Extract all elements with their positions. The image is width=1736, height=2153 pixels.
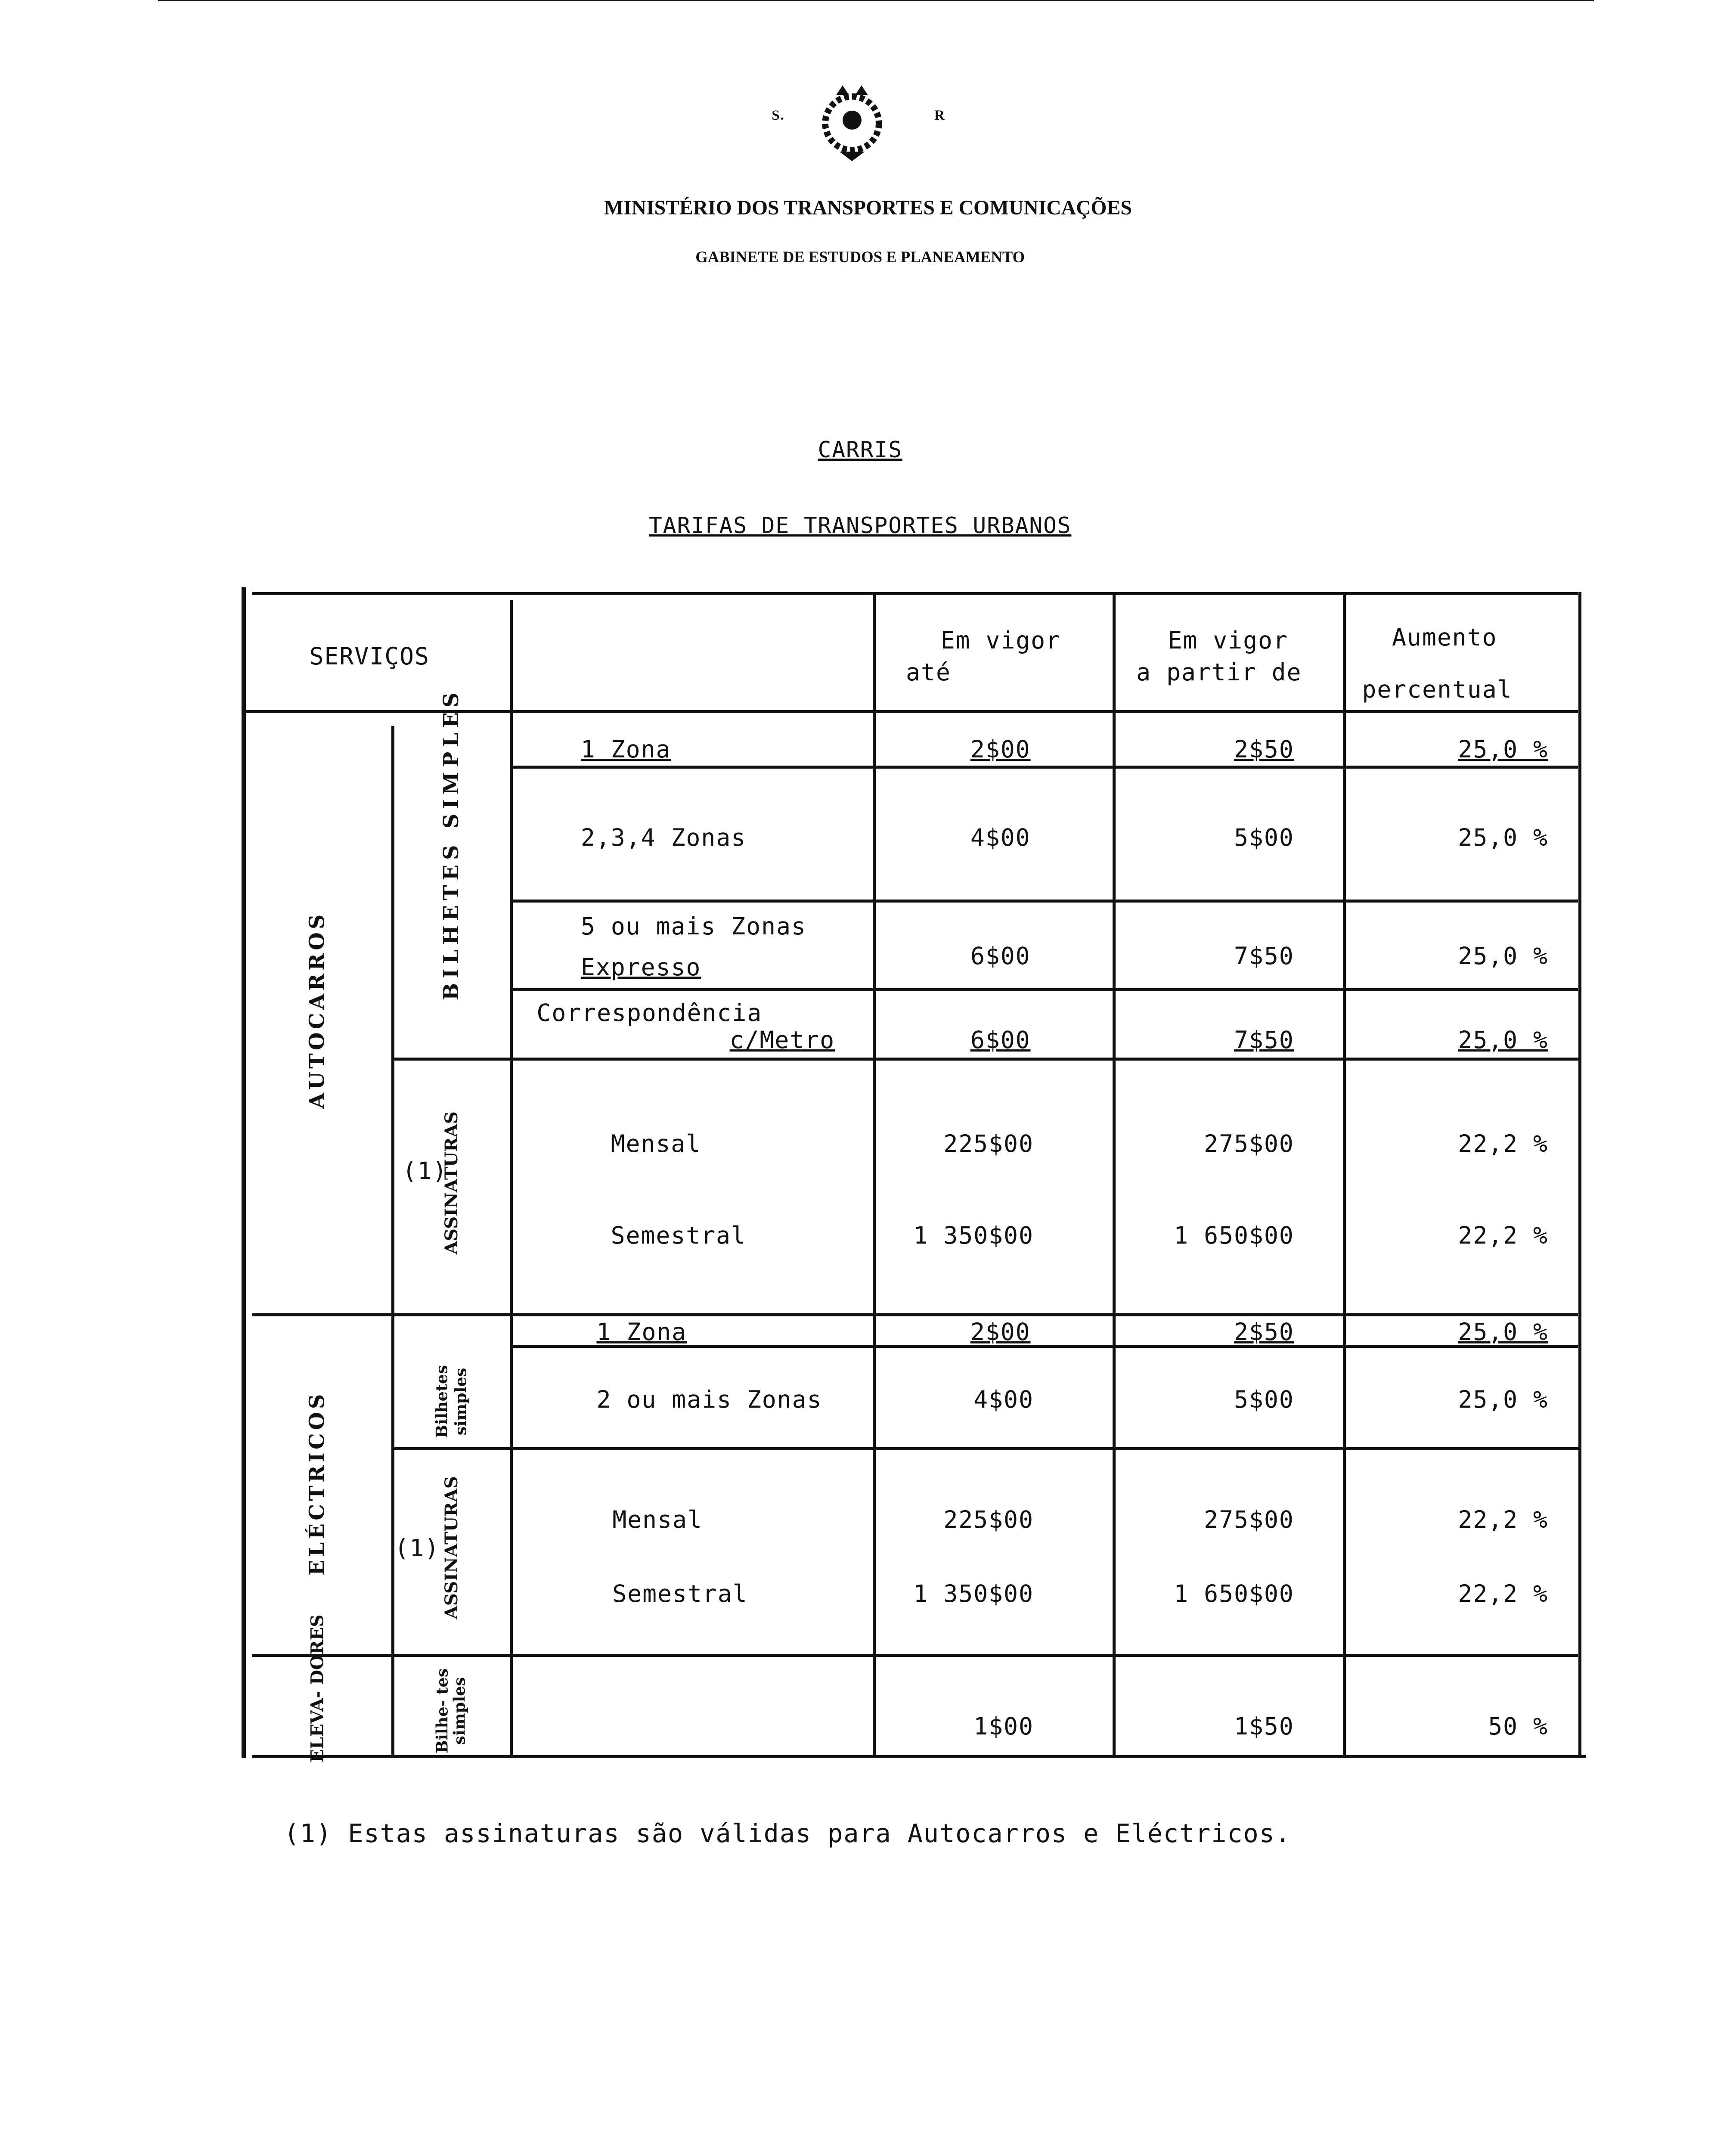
group-elevadores: ELEVA- DORES xyxy=(307,1614,328,1762)
row-until: 6$00 xyxy=(970,1026,1031,1054)
row-desc: Mensal xyxy=(611,1130,701,1158)
subgroup-assinaturas-electricos: ASSINATURAS xyxy=(441,1476,462,1619)
note-ref-2: (1) xyxy=(394,1534,440,1562)
header-increase-line2: percentual xyxy=(1362,675,1513,703)
table-rule xyxy=(1578,592,1581,1759)
row-increase: 25,0 % xyxy=(1458,824,1548,852)
row-desc: 1 Zona xyxy=(596,1318,687,1346)
row-from: 2$50 xyxy=(1234,1318,1294,1346)
table-rule xyxy=(252,592,1578,595)
row-from: 7$50 xyxy=(1234,1026,1294,1054)
header-services: SERVIÇOS xyxy=(309,642,430,670)
row-until: 1 350$00 xyxy=(913,1580,1034,1608)
subgroup-bilhetes-simples: BILHETES SIMPLES xyxy=(439,688,463,1001)
group-autocarros: AUTOCARROS xyxy=(305,911,329,1109)
note-ref-1: (1) xyxy=(402,1157,448,1185)
row-desc: Semestral xyxy=(612,1580,748,1608)
row-increase: 22,2 % xyxy=(1458,1505,1548,1533)
header-from-line1: Em vigor xyxy=(1168,627,1288,655)
table-rule xyxy=(510,600,513,1755)
row-increase: 25,0 % xyxy=(1458,942,1548,970)
group-electricos: ELÉCTRICOS xyxy=(305,1391,329,1576)
emblem-mark-right: R xyxy=(934,108,946,124)
row-until: 6$00 xyxy=(970,942,1031,970)
row-until: 1$00 xyxy=(973,1712,1034,1740)
row-from: 275$00 xyxy=(1204,1505,1294,1533)
footnote: (1) Estas assinaturas são válidas para Autocarros e Eléctricos. xyxy=(284,1818,1291,1848)
row-desc: 2 ou mais Zonas xyxy=(596,1386,822,1414)
row-increase: 25,0 % xyxy=(1458,1386,1548,1414)
table-rule xyxy=(394,1447,1578,1450)
table-rule xyxy=(394,1058,1578,1061)
row-from: 7$50 xyxy=(1234,942,1294,970)
subgroup-bilhetes-simples-electricos: Bilhetes simples xyxy=(432,1365,470,1438)
row-from: 275$00 xyxy=(1204,1130,1294,1158)
row-until: 4$00 xyxy=(973,1386,1034,1414)
row-desc-2: Expresso xyxy=(580,953,701,981)
table-rule xyxy=(242,587,246,1759)
row-increase: 22,2 % xyxy=(1458,1580,1548,1608)
subgroup-bilhetes-elevadores: Bilhe- tes simples xyxy=(433,1668,469,1754)
table-rule xyxy=(510,766,1578,769)
top-edge-line xyxy=(158,0,1594,1)
row-increase: 22,2 % xyxy=(1458,1222,1548,1250)
row-desc: 2,3,4 Zonas xyxy=(580,824,747,852)
row-from: 1 650$00 xyxy=(1174,1580,1294,1608)
row-until: 225$00 xyxy=(943,1505,1034,1533)
row-until: 2$00 xyxy=(970,735,1031,763)
row-desc: Correspondência xyxy=(536,999,763,1027)
table-rule xyxy=(873,592,876,1755)
row-from: 5$00 xyxy=(1234,824,1294,852)
row-desc-2: c/Metro xyxy=(729,1026,835,1054)
row-from: 2$50 xyxy=(1234,735,1294,763)
emblem-mark-left: S. xyxy=(772,108,785,124)
header-until-line1: Em vigor xyxy=(940,627,1061,655)
row-until: 4$00 xyxy=(970,824,1031,852)
row-desc: Mensal xyxy=(612,1505,703,1533)
table-rule xyxy=(510,900,1578,903)
row-until: 225$00 xyxy=(943,1130,1034,1158)
row-increase: 25,0 % xyxy=(1458,1026,1548,1054)
row-desc: Semestral xyxy=(611,1222,746,1250)
header-increase-line1: Aumento xyxy=(1392,623,1497,651)
row-increase: 50 % xyxy=(1488,1712,1548,1740)
header-from-line2: a partir de xyxy=(1136,658,1302,686)
table-rule xyxy=(252,1313,1578,1316)
row-from: 1$50 xyxy=(1234,1712,1294,1740)
document-title: CARRIS xyxy=(818,437,902,463)
office-heading: GABINETE DE ESTUDOS E PLANEAMENTO xyxy=(695,248,1025,266)
ministry-heading: MINISTÉRIO DOS TRANSPORTES E COMUNICAÇÕES xyxy=(604,196,1132,219)
document-subtitle: TARIFAS DE TRANSPORTES URBANOS xyxy=(648,513,1072,539)
row-desc: 1 Zona xyxy=(580,735,671,763)
table-rule xyxy=(391,726,394,1755)
row-until: 1 350$00 xyxy=(913,1222,1034,1250)
row-from: 1 650$00 xyxy=(1174,1222,1294,1250)
row-desc: 5 ou mais Zonas xyxy=(580,912,806,940)
row-increase: 25,0 % xyxy=(1458,735,1548,763)
row-increase: 25,0 % xyxy=(1458,1318,1548,1346)
row-until: 2$00 xyxy=(970,1318,1031,1346)
table-rule xyxy=(510,988,1578,991)
coat-of-arms-emblem xyxy=(805,82,899,164)
row-increase: 22,2 % xyxy=(1458,1130,1548,1158)
header-until-line2: até xyxy=(905,658,951,686)
subgroup-assinaturas: ASSINATURAS xyxy=(441,1111,462,1255)
row-from: 5$00 xyxy=(1234,1386,1294,1414)
